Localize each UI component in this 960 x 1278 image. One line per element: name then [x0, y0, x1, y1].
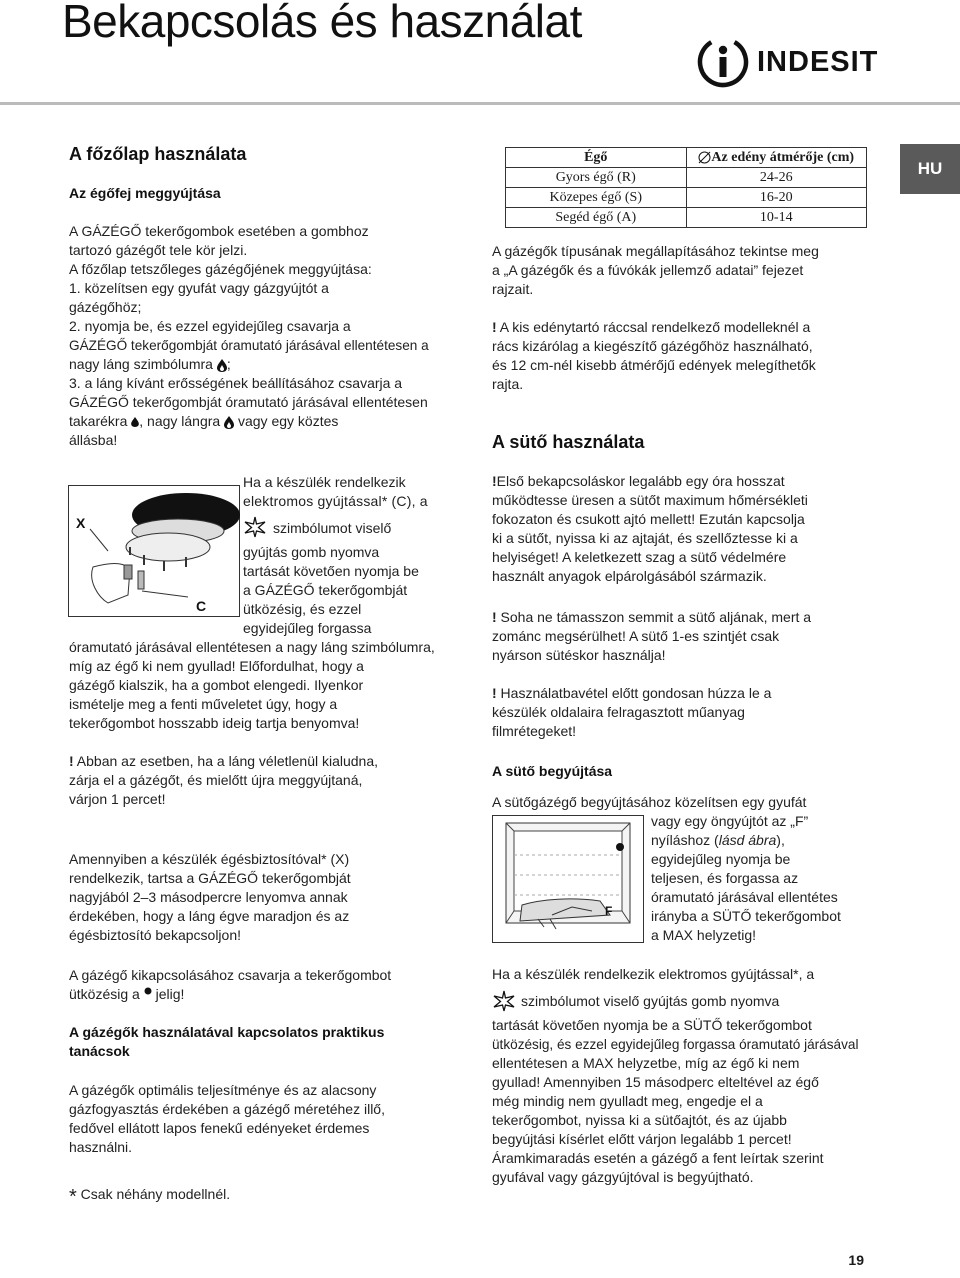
- text-line: rendelkezik, tartsa a GÁZÉGŐ tekerőgombját: [69, 870, 351, 886]
- section-title-hob: A főzőlap használata: [69, 144, 247, 164]
- text-line: égésbiztosító bekapcsoljon!: [69, 927, 241, 943]
- warning-mark: !: [492, 609, 497, 625]
- text-span: Csak néhány modellnél.: [76, 1186, 231, 1202]
- text-line: 2. nyomja be, és ezzel egyidejűleg csavarja a: [69, 318, 351, 334]
- text-line: A főzőlap tetszőleges gázégőjének meggyújtása:: [69, 261, 372, 277]
- protective-film-warning: [492, 684, 771, 741]
- text-line: ütközésig, és ezzel: [243, 601, 362, 617]
- section-title-oven: A sütő használata: [492, 432, 645, 452]
- text-span: ;: [226, 356, 231, 372]
- text-line: begyújtási kísérlet előtt várjon legalább 1 percet!: [492, 1131, 792, 1147]
- brand-logo: [697, 36, 879, 88]
- text-line: [492, 318, 816, 337]
- text-line: gázfogyasztás érdekében a gázégő méretéhez illő,: [69, 1101, 385, 1117]
- text-line: rács kizárólag a kiegészítő gázégőhöz használható,: [492, 338, 813, 354]
- text-line: tekerőgombot hosszabb ideig tartja benyomva!: [69, 715, 360, 731]
- text-span: takarékra: [69, 413, 128, 429]
- brand-name: INDESIT: [757, 46, 879, 78]
- safety-device-text: [69, 850, 351, 945]
- text-span: vagy egy köztes: [237, 413, 339, 429]
- text-line: gyújtás gomb nyomva: [243, 544, 380, 560]
- large-flame-icon: [224, 416, 234, 429]
- table-header: [686, 148, 867, 168]
- flame-out-warning: [69, 752, 378, 809]
- text-line: tanácsok: [69, 1043, 130, 1059]
- subtitle-ignite: Az égőfej meggyújtása: [69, 185, 221, 201]
- warning-mark: !: [492, 473, 497, 489]
- text-line: ütközésig, és ezzel egyidejűleg forgassa óramutató járásával: [492, 1037, 859, 1052]
- text-line: készülék oldalaira felragasztott műanyag: [492, 704, 745, 720]
- text-line: egyidejűleg nyomja be: [651, 851, 791, 867]
- figure-label-x: X: [76, 515, 86, 531]
- indesit-logo-icon: [697, 36, 757, 88]
- text-line: gyufával vagy gázgyújtóval is begyújtható.: [492, 1169, 754, 1185]
- text-line: Amennyiben a készülék égésbiztosítóval* (X): [69, 851, 350, 867]
- text-line: nyárson sütéskor használja!: [492, 647, 666, 663]
- text-span: A kis edénytartó ráccsal rendelkező modelleknél a: [496, 319, 811, 335]
- text-line: A gázégők típusának megállapításához tekintse meg: [492, 243, 819, 259]
- footnote: [69, 1185, 230, 1207]
- text-line: várjon 1 percet!: [69, 791, 166, 807]
- text-line: [69, 412, 419, 431]
- text-line: teljesen, és forgassa az: [651, 870, 799, 886]
- oven-electric-ignition-text: [492, 1016, 858, 1187]
- text-line: tartozó gázégőt tele kör jelzi.: [69, 242, 248, 258]
- text-line: Ha a készülék rendelkezik elektromos gyújtással*, a: [492, 966, 815, 982]
- text-line: tartását követően nyomja be: [243, 563, 419, 579]
- text-line: GÁZÉGŐ tekerőgombját óramutató járásával ellentétesen a: [69, 338, 429, 353]
- electric-ignition-right2: [243, 543, 419, 638]
- text-line: nagyjából 2–3 másodpercre lenyomva annak: [69, 889, 348, 905]
- text-line: [492, 472, 808, 491]
- text-line: 1. közelítsen egy gyufát vagy gázgyújtót a: [69, 280, 329, 296]
- text-span: nagy láng szimbólumra: [69, 356, 213, 372]
- table-header-row: [506, 148, 867, 168]
- text-line: GÁZÉGŐ tekerőgombját óramutató járásával ellentétesen: [69, 394, 428, 410]
- text-line: vagy egy öngyújtót az „F”: [651, 813, 809, 829]
- warning-mark: !: [492, 685, 497, 701]
- first-use-warning: [492, 472, 808, 586]
- subtitle-oven-ignite: A sütő begyújtása: [492, 763, 613, 779]
- text-line: [492, 684, 771, 703]
- oven-illustration: [492, 815, 644, 943]
- text-line: A gázégők optimális teljesítménye és az alacsony: [69, 1082, 377, 1098]
- text-line: fokozaton és csukott ajtó mellett! Ezután kapcsolja: [492, 511, 805, 527]
- text-line: szimbólumot viselő gyújtás gomb nyomva: [521, 993, 780, 1009]
- text-line: irányba a SÜTŐ tekerőgombot: [651, 908, 841, 924]
- header-divider: [0, 102, 960, 105]
- text-line: tartását követően nyomja be a SÜTŐ tekerőgombot: [492, 1017, 812, 1033]
- text-line: és 12 cm-nél kisebb átmérőjű edények melegíthetők: [492, 357, 816, 373]
- table-cell: 10-14: [686, 208, 867, 228]
- table-cell: 24-26: [686, 168, 867, 188]
- text-line: A sütőgázégő begyújtásához közelítsen egy gyufát: [492, 794, 807, 810]
- text-span: Soha ne támasszon semmit a sütő aljának, mert a: [496, 609, 812, 625]
- text-span: ütközésig a: [69, 986, 140, 1002]
- burner-illustration: [68, 485, 240, 617]
- table-header: Égő: [506, 148, 687, 168]
- text-line: használt anyagok elpárolgásából származik.: [492, 568, 767, 584]
- table-row: [506, 188, 867, 208]
- text-line: egyidejűleg forgassa: [243, 620, 372, 636]
- text-line: ki a sütőt, nyissa ki az ajtaját, és szellőztesse ki a: [492, 530, 798, 546]
- text-span: nyíláshoz (: [651, 832, 719, 848]
- text-line: működtesse üresen a sütőt maximum hőmérsékleti: [492, 492, 808, 508]
- text-line: Ha a készülék rendelkezik: [243, 474, 406, 490]
- text-span: ),: [776, 832, 785, 848]
- text-line: 3. a láng kívánt erősségének beállításához csavarja a: [69, 375, 403, 391]
- text-span: Használatbavétel előtt gondosan húzza le a: [496, 685, 772, 701]
- off-dot-icon: [144, 987, 152, 995]
- text-line: [69, 752, 378, 771]
- text-line: még mindig nem gyulladt meg, engedje el a: [492, 1093, 763, 1109]
- large-flame-icon: [217, 359, 227, 372]
- text-line: rajta.: [492, 376, 524, 392]
- text-line: elektromos gyújtással* (C), a: [243, 493, 428, 509]
- text-line: a „A gázégők és a fúvókák jellemző adatai” fejezet: [492, 262, 804, 278]
- warning-mark: !: [69, 753, 74, 769]
- text-line: [492, 608, 811, 627]
- text-line: a GÁZÉGŐ tekerőgombját: [243, 582, 408, 598]
- table-row: [506, 208, 867, 228]
- language-tab: HU: [900, 144, 960, 194]
- footnote-star: *: [69, 1186, 77, 1208]
- spark-icon: [492, 990, 516, 1012]
- figure-label-c: C: [196, 598, 207, 614]
- warning-mark: !: [492, 319, 497, 335]
- text-line: [69, 985, 391, 1004]
- table-cell: Segéd égő (A): [506, 208, 687, 228]
- text-line: ismételje meg a fenti műveletet úgy, hogy a: [69, 696, 338, 712]
- oven-ignite-side-text: [651, 812, 841, 945]
- text-line: zárja el a gázégőt, és mielőtt újra meggyújtaná,: [69, 772, 363, 788]
- table-header-text: Az edény átmérője (cm): [711, 149, 855, 165]
- text-line: A gázégők használatával kapcsolatos praktikus: [69, 1024, 385, 1040]
- text-line: A GÁZÉGŐ tekerőgombok esetében a gombhoz: [69, 223, 369, 239]
- electric-ignition-full: [69, 638, 435, 733]
- electric-ignition-right: [243, 473, 428, 511]
- text-line: fedővel ellátott lapos fenekű edényeket érdemes: [69, 1120, 370, 1136]
- text-span: jelig!: [155, 986, 185, 1002]
- ignite-text: [69, 222, 429, 450]
- diameter-icon: [698, 151, 711, 164]
- text-line: gázégő kialszik, ha a gombot elengedi. Ilyenkor: [69, 677, 364, 693]
- text-line: érdekében, hogy a láng égve maradjon és az: [69, 908, 350, 924]
- page-title: Bekapcsolás és használat: [62, 0, 582, 47]
- text-line: tekerőgombot, nyissa ki a sütőajtót, és az újabb: [492, 1112, 787, 1128]
- text-line: filmrétegeket!: [492, 723, 577, 739]
- text-line: gázégőhöz;: [69, 299, 142, 315]
- text-line: [69, 355, 419, 374]
- text-line: óramutató járásával ellentétes: [651, 889, 838, 905]
- text-span-italic: lásd ábra: [718, 832, 777, 848]
- text-line: rajzait.: [492, 281, 534, 297]
- burner-types-text: [492, 242, 819, 299]
- text-line: használni.: [69, 1139, 133, 1155]
- text-line: állásba!: [69, 432, 118, 448]
- text-line: helyiséget! A keletkezett szag a sütő védelmére: [492, 549, 787, 565]
- text-span: , nagy lángra: [139, 413, 221, 429]
- text-span: Abban az esetben, ha a láng véletlenül kialudna,: [73, 753, 379, 769]
- small-grid-warning: [492, 318, 816, 394]
- tips-title: [69, 1023, 384, 1061]
- oven-bottom-warning: [492, 608, 811, 665]
- page-number: 19: [848, 1252, 864, 1268]
- table-cell: 16-20: [686, 188, 867, 208]
- figure-label-f: F: [605, 904, 613, 918]
- text-line: [651, 831, 841, 850]
- switch-off-text: [69, 966, 391, 1004]
- spark-icon: [243, 516, 267, 538]
- text-line: szimbólumot viselő: [273, 520, 392, 536]
- table-cell: Gyors égő (R): [506, 168, 687, 188]
- text-line: A gázégő kikapcsolásához csavarja a tekerőgombot: [69, 967, 392, 983]
- text-line: Áramkimaradás esetén a gázégő a fent leírtak szerint: [492, 1150, 824, 1166]
- text-line: gyullad! Amennyiben 15 másodperc elteltével az égő: [492, 1074, 819, 1090]
- text-line: ellentétesen a MAX helyzetbe, míg az égő ki nem: [492, 1055, 800, 1071]
- table-row: [506, 168, 867, 188]
- text-line: óramutató járásával ellentétesen a nagy láng szimbólumra,: [69, 639, 435, 655]
- burner-size-table: [505, 147, 867, 228]
- tips-text: [69, 1081, 385, 1157]
- text-line: a MAX helyzetig!: [651, 927, 757, 943]
- text-span: Első bekapcsoláskor legalább egy óra hosszat: [496, 473, 785, 489]
- table-cell: Közepes égő (S): [506, 188, 687, 208]
- text-line: míg az égő ki nem gyullad! Előfordulhat, hogy a: [69, 658, 364, 674]
- text-line: zománc megsérülhet! A sütő 1-es szintjét csak: [492, 628, 780, 644]
